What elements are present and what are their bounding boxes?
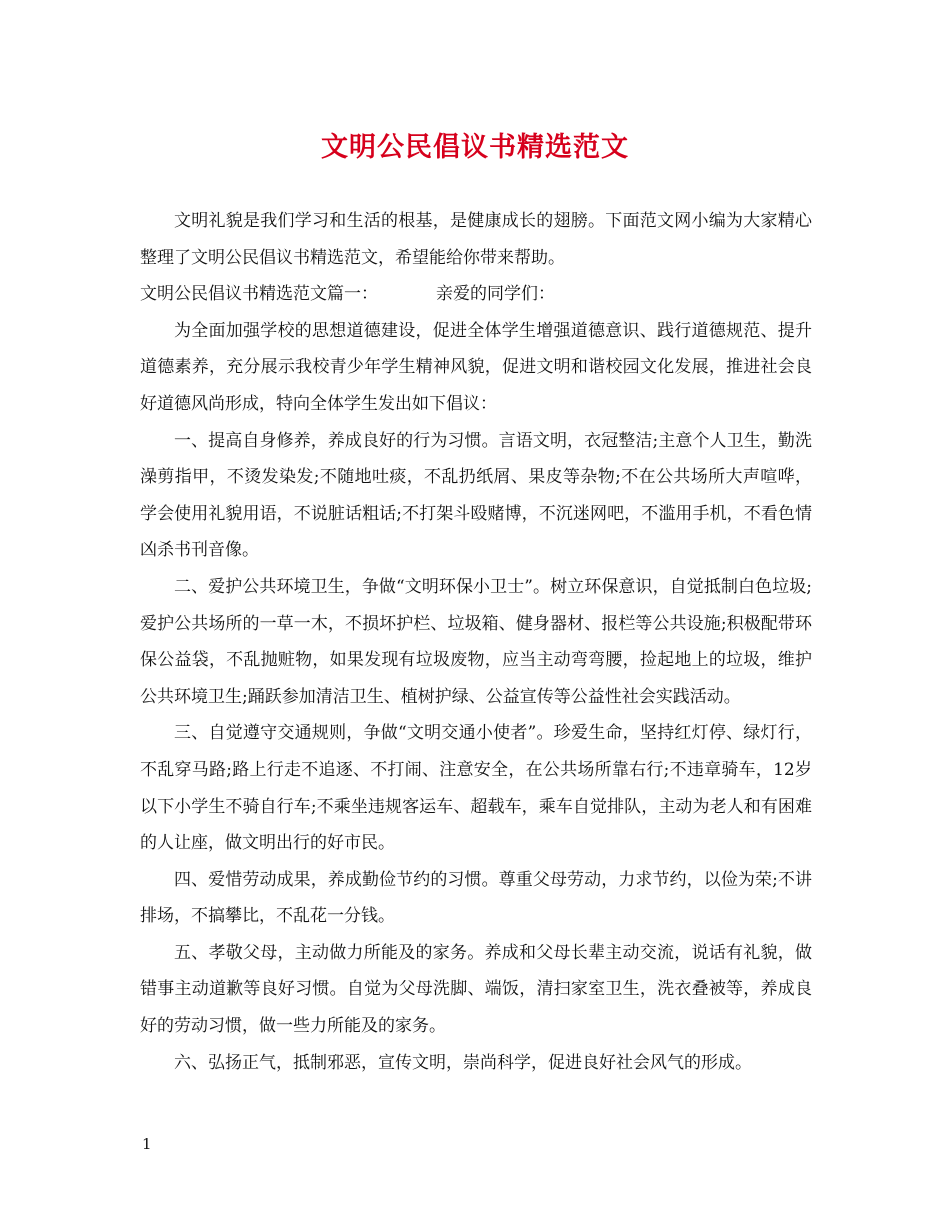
proposal-4: 四、爱惜劳动成果，养成勤俭节约的习惯。尊重父母劳动，力求节约，以俭为荣;不讲排场，不搞攀比，不乱花一分钱。 (140, 869, 812, 927)
proposal-2: 二、爱护公共环境卫生，争做“文明环保小卫士”。树立环保意识，自觉抵制白色垃圾;爱护公共场所的一草一木，不损坏护栏、垃圾箱、健身器材、报栏等公共设施;积极配带环保公益袋，不乱抛赃物，如果发现有垃圾废物，应当主动弯弯腰，捡起地上的垃圾，维护公共环境卫生;踊跃参加清洁卫生、植树护绿、公益宣传等公益性社会实践活动。 (140, 576, 812, 707)
document-body (140, 203, 812, 1081)
salutation: 亲爱的同学们： (436, 284, 555, 305)
page-number: 1 (142, 1135, 152, 1153)
proposal-6: 六、弘扬正气，抵制邪恶，宣传文明，崇尚科学，促进良好社会风气的形成。 (174, 1052, 752, 1073)
proposal-1: 一、提高自身修养，养成良好的行为习惯。言语文明，衣冠整洁;主意个人卫生，勤洗澡剪指甲，不烫发染发;不随地吐痰，不乱扔纸屑、果皮等杂物;不在公共场所大声喧哗，学会使用礼貌用语，不说脏话粗话;不打架斗殴赌博，不沉迷网吧，不滥用手机，不看色情凶杀书刊音像。 (140, 430, 812, 561)
section-heading-line (140, 276, 812, 313)
proposal-3: 三、自觉遵守交通规则，争做“文明交通小使者”。珍爱生命，坚持红灯停、绿灯行，不乱穿马路;路上行走不追逐、不打闹、注意安全，在公共场所靠右行;不违章骑车，12岁以下小学生不骑自行车;不乘坐违规客运车、超载车，乘车自觉排队，主动为老人和有困难的人让座，做文明出行的好市民。 (140, 723, 812, 854)
intro-paragraph: 文明礼貌是我们学习和生活的根基，是健康成长的翅膀。下面范文网小编为大家精心整理了文明公民倡议书精选范文，希望能给你带来帮助。 (140, 211, 812, 268)
proposal-5: 五、孝敬父母，主动做力所能及的家务。养成和父母长辈主动交流，说话有礼貌，做错事主动道歉等良好习惯。自觉为父母洗脚、端饭，清扫家室卫生，洗衣叠被等，养成良好的劳动习惯，做一些力所能及的家务。 (140, 942, 812, 1037)
section-heading: 文明公民倡议书精选范文篇一： (140, 284, 378, 305)
document-title: 文明公民倡议书精选范文 (321, 132, 629, 163)
preface-paragraph: 为全面加强学校的思想道德建设，促进全体学生增强道德意识、践行道德规范、提升道德素养，充分展示我校青少年学生精神风貌，促进文明和谐校园文化发展，推进社会良好道德风尚形成，特向全体学生发出如下倡议： (140, 320, 812, 414)
